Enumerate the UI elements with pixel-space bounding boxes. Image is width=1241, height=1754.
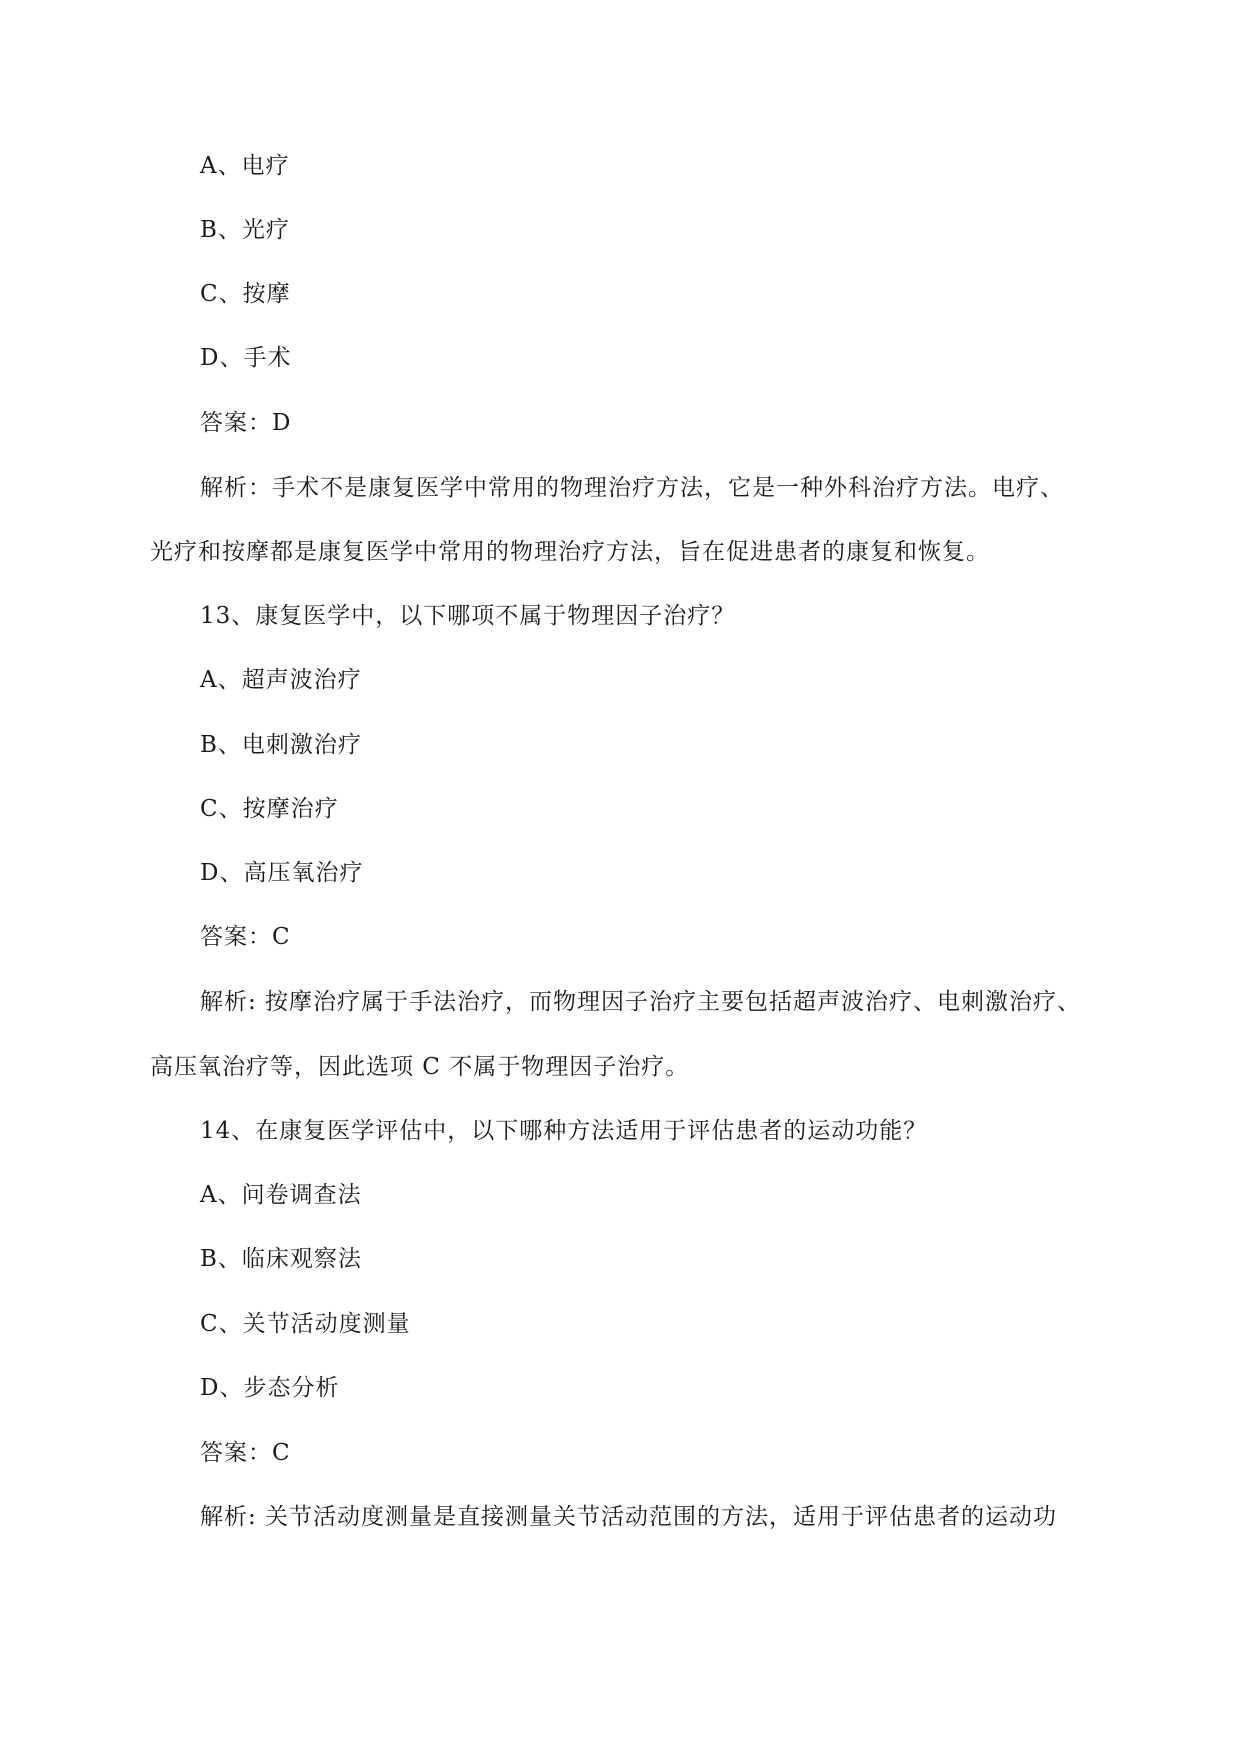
q13-question: 13、康复医学中，以下哪项不属于物理因子治疗？ [200,603,736,629]
q12-answer: 答案：D [200,410,292,436]
q13-analysis-line1: 解析: 按摩治疗属于手法治疗，而物理因子治疗主要包括超声波治疗、电刺激治疗、 [200,989,1082,1015]
q14-option-d: D、步态分析 [200,1375,340,1401]
q13-answer: 答案：C [200,924,291,950]
q13-analysis-line2: 高压氧治疗等，因此选项 C 不属于物理因子治疗。 [150,1054,690,1080]
q12-analysis-line1: 解析：手术不是康复医学中常用的物理治疗方法，它是一种外科治疗方法。电疗、 [200,475,1064,501]
q12-option-a: A、电疗 [200,153,290,179]
q13-option-a: A、超声波治疗 [200,667,362,693]
q12-option-d: D、手术 [200,345,292,371]
q12-option-c: C、按摩 [200,281,291,307]
q14-option-b: B、临床观察法 [200,1246,362,1272]
q14-answer: 答案：C [200,1440,291,1466]
q13-option-c: C、按摩治疗 [200,796,339,822]
q14-option-c: C、关节活动度测量 [200,1311,411,1337]
q13-option-b: B、电刺激治疗 [200,732,362,758]
q14-analysis-line1: 解析: 关节活动度测量是直接测量关节活动范围的方法，适用于评估患者的运动功 [200,1504,1058,1530]
q12-option-b: B、光疗 [200,217,290,243]
q13-option-d: D、高压氧治疗 [200,860,364,886]
q14-option-a: A、问卷调查法 [200,1182,362,1208]
q12-analysis-line2: 光疗和按摩都是康复医学中常用的物理治疗方法，旨在促进患者的康复和恢复。 [150,539,990,565]
q14-question: 14、在康复医学评估中，以下哪种方法适用于评估患者的运动功能？ [200,1118,928,1144]
